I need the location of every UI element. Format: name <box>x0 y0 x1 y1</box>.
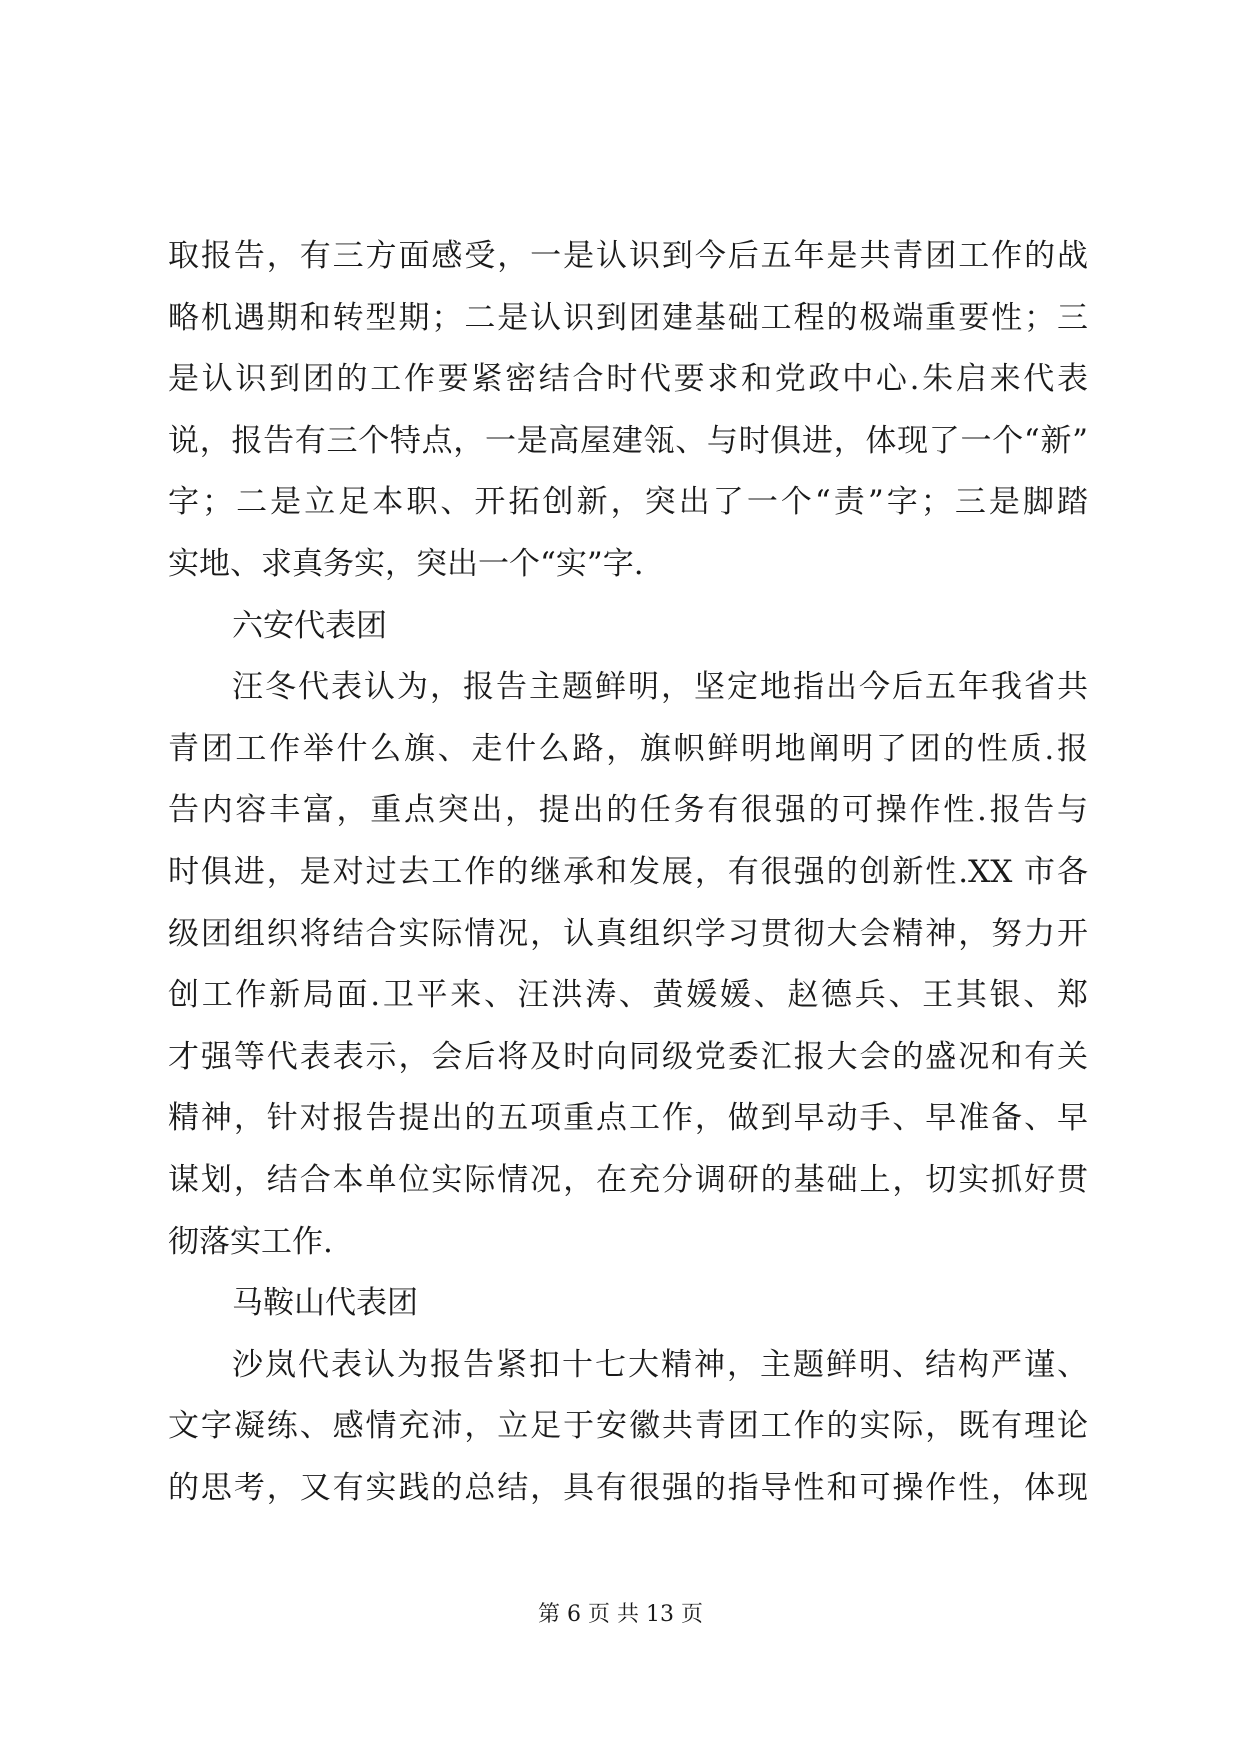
text-line: 实地、求真务实，突出一个“实”字. <box>168 545 644 582</box>
section-heading-luan: 六安代表团 <box>232 607 387 644</box>
text-line: 创工作新局面.卫平来、汪洪涛、黄媛媛、赵德兵、王其银、郑 <box>168 977 1088 1014</box>
text-line: 彻落实工作. <box>168 1223 333 1260</box>
text-line: 青团工作举什么旗、走什么路，旗帜鲜明地阐明了团的性质.报 <box>168 730 1088 767</box>
text-line: 的思考，又有实践的总结，具有很强的指导性和可操作性，体现 <box>168 1469 1088 1506</box>
text-line: 文字凝练、感情充沛，立足于安徽共青团工作的实际，既有理论 <box>168 1408 1088 1445</box>
text-line: 时俱进，是对过去工作的继承和发展，有很强的创新性.XX 市各 <box>168 853 1088 890</box>
text-line: 字；二是立足本职、开拓创新，突出了一个“责”字；三是脚踏 <box>168 484 1088 521</box>
text-line: 取报告，有三方面感受，一是认识到今后五年是共青团工作的战 <box>168 238 1088 274</box>
text-line: 是认识到团的工作要紧密结合时代要求和党政中心.朱启来代表 <box>168 361 1088 398</box>
text-line: 谋划，结合本单位实际情况，在充分调研的基础上，切实抓好贯 <box>168 1161 1088 1198</box>
text-line: 略机遇期和转型期；二是认识到团建基础工程的极端重要性；三 <box>168 299 1088 336</box>
text-line: 级团组织将结合实际情况，认真组织学习贯彻大会精神，努力开 <box>168 915 1088 952</box>
text-line: 精神，针对报告提出的五项重点工作，做到早动手、早准备、早 <box>168 1100 1088 1137</box>
section-heading-maanshan: 马鞍山代表团 <box>232 1285 418 1322</box>
document-body <box>168 226 1088 1519</box>
text-line: 汪冬代表认为，报告主题鲜明，坚定地指出今后五年我省共 <box>232 669 1088 706</box>
text-line: 告内容丰富，重点突出，提出的任务有很强的可操作性.报告与 <box>168 792 1088 829</box>
text-line: 说，报告有三个特点，一是高屋建瓴、与时俱进，体现了一个“新” <box>168 422 1088 459</box>
text-line: 沙岚代表认为报告紧扣十七大精神，主题鲜明、结构严谨、 <box>232 1346 1088 1383</box>
text-line: 才强等代表表示，会后将及时向同级党委汇报大会的盛况和有关 <box>168 1038 1088 1075</box>
page-number-footer: 第 6 页 共 13 页 <box>538 1602 703 1627</box>
